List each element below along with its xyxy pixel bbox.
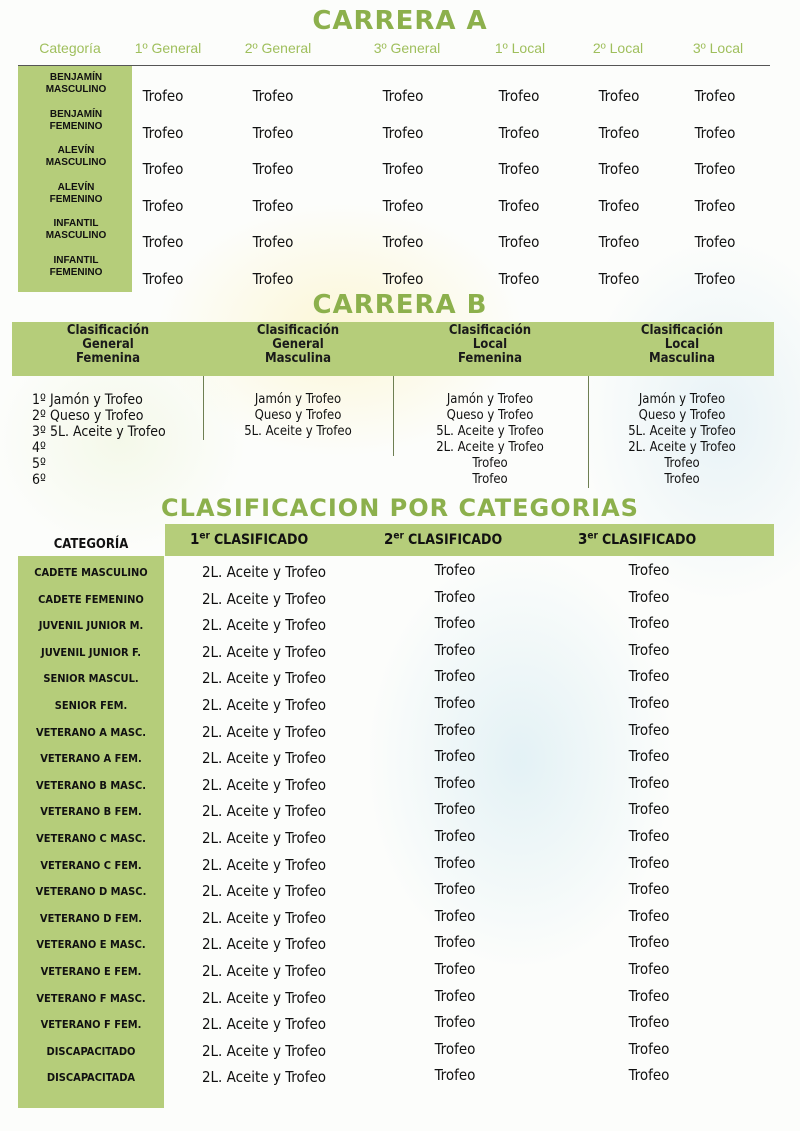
categorias-prize-3: Trofeo xyxy=(628,694,670,712)
categorias-category: CADETE MASCULINO xyxy=(34,566,148,579)
place-suffix: er xyxy=(393,530,404,542)
carrera-b-prize-line: Queso y Trofeo xyxy=(254,408,342,423)
categorias-prize-2: Trofeo xyxy=(434,694,476,712)
carrera-a-prize: Trofeo xyxy=(252,87,294,105)
categorias-prize-1: 2L. Aceite y Trofeo xyxy=(201,749,327,768)
categorias-prize-3: Trofeo xyxy=(628,800,670,819)
carrera-b-prize-line: 4º xyxy=(32,440,46,456)
categorias-prize-3: Trofeo xyxy=(628,747,670,766)
header-line: Clasificación xyxy=(640,323,724,338)
categorias-prize-3: Trofeo xyxy=(628,1013,670,1032)
categorias-prize-2: Trofeo xyxy=(434,773,476,792)
categorias-category: SENIOR MASCUL. xyxy=(43,672,139,686)
carrera-b-column-header xyxy=(204,324,392,376)
categorias-prize-2: Trofeo xyxy=(434,933,476,952)
carrera-a-prize: Trofeo xyxy=(252,269,294,288)
carrera-a-prize: Trofeo xyxy=(598,233,640,251)
category-line: MASCULINO xyxy=(45,230,107,241)
categorias-prize-2: Trofeo xyxy=(434,747,476,766)
categorias-prize-2: Trofeo xyxy=(434,640,476,659)
categorias-category: VETERANO E FEM. xyxy=(40,965,142,978)
categorias-prize-2: Trofeo xyxy=(434,667,476,686)
carrera-a-category xyxy=(20,218,132,242)
categorias-category: JUVENIL JUNIOR M. xyxy=(38,619,144,633)
categorias-prize-3: Trofeo xyxy=(628,1039,670,1058)
category-line: FEMENINO xyxy=(49,266,103,278)
categorias-prize-3: Trofeo xyxy=(628,561,670,579)
carrera-b-column-body xyxy=(32,392,202,488)
place-label: CLASIFICADO xyxy=(213,532,309,548)
carrera-a-prize: Trofeo xyxy=(142,269,184,288)
carrera-a-prize: Trofeo xyxy=(382,196,424,215)
categorias-col-header: CATEGORÍA xyxy=(53,537,129,552)
categorias-prize-1: 2L. Aceite y Trofeo xyxy=(201,1041,327,1060)
carrera-b-column-body xyxy=(204,392,392,440)
category-line: ALEVÍN xyxy=(57,181,95,193)
carrera-a-prize: Trofeo xyxy=(498,160,540,178)
header-line: General xyxy=(272,337,324,352)
categorias-prize-1: 2L. Aceite y Trofeo xyxy=(201,589,327,608)
carrera-a-prize: Trofeo xyxy=(598,269,640,288)
categorias-prize-2: Trofeo xyxy=(434,986,476,1005)
carrera-b-prize-line: Queso y Trofeo xyxy=(446,408,534,423)
header-line: Clasificación xyxy=(448,323,532,338)
carrera-a-prize: Trofeo xyxy=(598,196,640,215)
place-suffix: er xyxy=(587,530,598,542)
categorias-prize-1: 2L. Aceite y Trofeo xyxy=(201,669,327,688)
carrera-a-prize: Trofeo xyxy=(382,160,424,178)
header-line: Masculina xyxy=(649,351,715,366)
categorias-category: DISCAPACITADO xyxy=(46,1044,136,1058)
carrera-a-prize: Trofeo xyxy=(252,123,294,142)
categorias-prize-1: 2L. Aceite y Trofeo xyxy=(201,962,327,980)
carrera-a-prize: Trofeo xyxy=(598,123,640,142)
categorias-prize-1: 2L. Aceite y Trofeo xyxy=(201,1015,327,1034)
place-label: CLASIFICADO xyxy=(407,532,503,548)
carrera-a-prize: Trofeo xyxy=(498,123,540,142)
carrera-b-separator xyxy=(588,376,589,488)
carrera-a-category xyxy=(20,182,132,206)
categorias-category: VETERANO C MASC. xyxy=(36,832,146,845)
carrera-a-prize: Trofeo xyxy=(252,233,294,251)
carrera-b-separator xyxy=(393,376,394,456)
carrera-a-prize: Trofeo xyxy=(498,196,540,215)
categorias-prize-3: Trofeo xyxy=(628,587,670,606)
categorias-category: VETERANO F FEM. xyxy=(40,1018,142,1032)
category-line: BENJAMÍN xyxy=(49,108,103,120)
carrera-b-prize-line: Trofeo xyxy=(472,472,508,487)
carrera-a-prize: Trofeo xyxy=(598,87,640,105)
categorias-category: VETERANO A FEM. xyxy=(40,752,142,766)
carrera-a-header: Categoría xyxy=(39,40,101,56)
carrera-a-prize: Trofeo xyxy=(694,123,736,142)
category-line: BENJAMÍN xyxy=(49,72,103,83)
carrera-a-header: 3º General xyxy=(373,40,441,56)
header-line: Clasificación xyxy=(256,323,340,338)
categorias-prize-3: Trofeo xyxy=(628,906,670,925)
carrera-a-prize: Trofeo xyxy=(382,233,424,251)
categorias-prize-2: Trofeo xyxy=(434,1013,476,1032)
category-line: FEMENINO xyxy=(49,120,103,132)
carrera-a-prize: Trofeo xyxy=(252,160,294,178)
categorias-prize-1: 2L. Aceite y Trofeo xyxy=(201,829,327,847)
categorias-prize-2: Trofeo xyxy=(434,720,476,739)
carrera-b-title: CARRERA B xyxy=(312,290,488,320)
carrera-a-header: 2º Local xyxy=(592,40,644,56)
categorias-prize-1: 2L. Aceite y Trofeo xyxy=(201,616,327,635)
categorias-prize-3: Trofeo xyxy=(628,720,670,739)
categorias-prize-3: Trofeo xyxy=(628,853,670,872)
carrera-b-prize-line: 5L. Aceite y Trofeo xyxy=(436,424,544,439)
categorias-category: SENIOR FEM. xyxy=(54,699,128,712)
carrera-a-category xyxy=(20,255,132,279)
carrera-b-prize-line: Trofeo xyxy=(664,456,700,471)
carrera-b-prize-line: 5L. Aceite y Trofeo xyxy=(628,424,736,439)
carrera-b-column-header xyxy=(14,324,202,376)
carrera-b-prize-line: 2L. Aceite y Trofeo xyxy=(436,440,544,455)
categorias-category: VETERANO F MASC. xyxy=(36,991,146,1005)
carrera-a-prize: Trofeo xyxy=(142,160,184,178)
place-number: 3 xyxy=(578,530,588,548)
categorias-category: VETERANO D FEM. xyxy=(39,911,143,925)
categorias-prize-3: Trofeo xyxy=(628,960,670,978)
categorias-prize-1: 2L. Aceite y Trofeo xyxy=(201,802,327,821)
header-line: Clasificación xyxy=(66,323,150,338)
categorias-category: DISCAPACITADA xyxy=(46,1071,136,1085)
header-line: General xyxy=(82,337,134,352)
carrera-b-prize-line: Queso y Trofeo xyxy=(638,408,726,423)
carrera-a-prize: Trofeo xyxy=(694,87,736,105)
categorias-prize-2: Trofeo xyxy=(434,1039,476,1058)
categorias-prize-2: Trofeo xyxy=(434,800,476,819)
place-label: CLASIFICADO xyxy=(601,532,697,548)
categorias-prize-2: Trofeo xyxy=(434,1066,476,1085)
carrera-a-title: CARRERA A xyxy=(312,6,488,36)
categorias-prize-1: 2L. Aceite y Trofeo xyxy=(201,1068,327,1087)
carrera-b-prize-line: Trofeo xyxy=(472,456,508,471)
categorias-prize-1: 2L. Aceite y Trofeo xyxy=(201,696,327,714)
carrera-a-prize: Trofeo xyxy=(142,87,184,105)
carrera-a-prize: Trofeo xyxy=(498,87,540,105)
categorias-place-header xyxy=(384,530,564,548)
category-line: INFANTIL xyxy=(53,218,99,229)
categorias-prize-3: Trofeo xyxy=(628,1066,670,1085)
header-line: Local xyxy=(664,337,700,352)
carrera-b-prize-line: 2º Queso y Trofeo xyxy=(32,408,144,424)
categorias-prize-1: 2L. Aceite y Trofeo xyxy=(201,775,327,794)
categorias-prize-1: 2L. Aceite y Trofeo xyxy=(201,563,327,581)
categorias-prize-1: 2L. Aceite y Trofeo xyxy=(201,988,327,1007)
categorias-category: VETERANO B FEM. xyxy=(40,805,142,819)
carrera-a-prize: Trofeo xyxy=(142,233,184,251)
categorias-prize-1: 2L. Aceite y Trofeo xyxy=(201,908,327,927)
categorias-prize-2: Trofeo xyxy=(434,827,476,845)
categorias-prize-3: Trofeo xyxy=(628,880,670,899)
carrera-b-prize-line: 3º 5L. Aceite y Trofeo xyxy=(32,424,166,440)
categorias-category: VETERANO C FEM. xyxy=(40,858,142,872)
carrera-a-header: 2º General xyxy=(244,40,312,56)
carrera-a-prize: Trofeo xyxy=(694,269,736,288)
carrera-b-column-header xyxy=(394,324,586,376)
carrera-b-prize-line: 2L. Aceite y Trofeo xyxy=(628,440,736,455)
category-line: FEMENINO xyxy=(49,193,103,205)
categorias-prize-2: Trofeo xyxy=(434,561,476,579)
categorias-place-header xyxy=(190,530,370,548)
categorias-prize-1: 2L. Aceite y Trofeo xyxy=(201,722,327,741)
carrera-b-prize-line: Trofeo xyxy=(664,472,700,487)
carrera-b-column-header xyxy=(590,324,774,376)
carrera-a-category xyxy=(20,72,132,96)
categorias-prize-2: Trofeo xyxy=(434,960,476,978)
place-suffix: er xyxy=(199,530,210,542)
header-line: Femenina xyxy=(457,351,523,366)
place-number: 2 xyxy=(384,530,394,548)
carrera-b-prize-line: 6º xyxy=(32,472,46,488)
categorias-category: VETERANO B MASC. xyxy=(36,778,146,792)
place-number: 1 xyxy=(190,530,200,548)
carrera-a-prize: Trofeo xyxy=(498,233,540,251)
carrera-a-prize: Trofeo xyxy=(382,123,424,142)
header-line: Masculina xyxy=(265,351,331,366)
categorias-prize-1: 2L. Aceite y Trofeo xyxy=(201,855,327,874)
category-line: ALEVÍN xyxy=(57,145,95,156)
carrera-b-prize-line: Jamón y Trofeo xyxy=(254,392,342,407)
category-line: INFANTIL xyxy=(53,254,99,266)
categorias-prize-3: Trofeo xyxy=(628,827,670,845)
carrera-a-category xyxy=(20,145,132,169)
categorias-prize-2: Trofeo xyxy=(434,906,476,925)
categorias-prize-3: Trofeo xyxy=(628,640,670,659)
categorias-prize-3: Trofeo xyxy=(628,986,670,1005)
carrera-b-prize-line: 1º Jamón y Trofeo xyxy=(32,392,143,408)
category-line: MASCULINO xyxy=(45,84,107,95)
categorias-prize-1: 2L. Aceite y Trofeo xyxy=(201,935,327,954)
categorias-prize-2: Trofeo xyxy=(434,853,476,872)
carrera-b-prize-line: 5L. Aceite y Trofeo xyxy=(244,424,352,439)
category-line: MASCULINO xyxy=(45,157,107,168)
carrera-a-prize: Trofeo xyxy=(142,123,184,142)
carrera-a-header: 1º Local xyxy=(494,40,546,56)
carrera-a-header: 3º Local xyxy=(692,40,744,56)
categorias-prize-3: Trofeo xyxy=(628,933,670,952)
carrera-a-prize: Trofeo xyxy=(694,160,736,178)
carrera-a-prize: Trofeo xyxy=(382,87,424,105)
categorias-category: VETERANO A MASC. xyxy=(35,725,147,739)
carrera-b-column-body xyxy=(394,392,586,488)
carrera-b-prize-line: Jamón y Trofeo xyxy=(446,392,534,407)
categorias-prize-2: Trofeo xyxy=(434,614,476,633)
categorias-title: CLASIFICACION POR CATEGORIAS xyxy=(161,494,639,522)
carrera-a-prize: Trofeo xyxy=(382,269,424,288)
carrera-a-prize: Trofeo xyxy=(694,196,736,215)
carrera-a-prize: Trofeo xyxy=(598,160,640,178)
carrera-a-prize: Trofeo xyxy=(142,196,184,215)
categorias-prize-1: 2L. Aceite y Trofeo xyxy=(201,642,327,661)
carrera-a-prize: Trofeo xyxy=(498,269,540,288)
categorias-category: CADETE FEMENINO xyxy=(38,592,144,606)
categorias-place-header xyxy=(578,530,758,548)
carrera-a-category xyxy=(20,109,132,133)
carrera-a-header: 1º General xyxy=(134,40,202,56)
categorias-prize-1: 2L. Aceite y Trofeo xyxy=(201,882,327,901)
carrera-a-prize: Trofeo xyxy=(252,196,294,215)
categorias-prize-3: Trofeo xyxy=(628,773,670,792)
categorias-category: JUVENIL JUNIOR F. xyxy=(41,645,141,659)
categorias-category: VETERANO D MASC. xyxy=(35,885,147,899)
header-line: Femenina xyxy=(75,351,141,366)
carrera-b-prize-line: 5º xyxy=(32,456,46,472)
carrera-b-column-body xyxy=(590,392,774,488)
categorias-prize-2: Trofeo xyxy=(434,587,476,606)
header-line: Local xyxy=(472,337,508,352)
categorias-category: VETERANO E MASC. xyxy=(36,938,146,952)
carrera-a-prize: Trofeo xyxy=(694,233,736,251)
categorias-prize-2: Trofeo xyxy=(434,880,476,899)
categorias-prize-3: Trofeo xyxy=(628,614,670,633)
carrera-b-prize-line: Jamón y Trofeo xyxy=(638,392,726,407)
categorias-prize-3: Trofeo xyxy=(628,667,670,686)
carrera-b-separator xyxy=(203,376,204,440)
